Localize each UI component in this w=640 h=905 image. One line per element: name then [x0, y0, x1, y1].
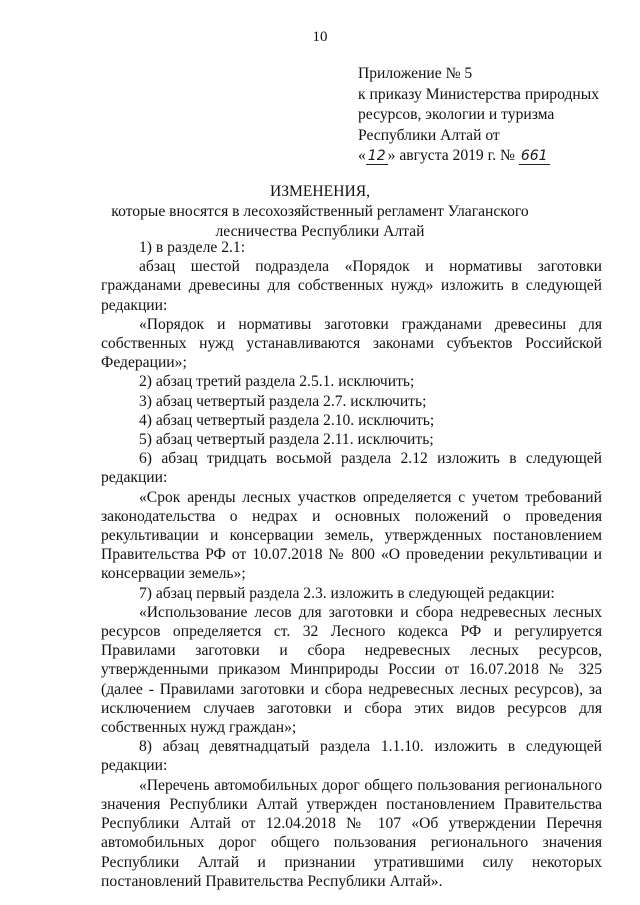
paragraph: абзац шестой подраздела «Порядок и нормативы заготовки гражданами древесины для собственных нужд» изложить в следующей редакции:: [101, 258, 602, 314]
paragraph-item-8: 8) абзац девятнадцатый раздела 1.1.10. изложить в следующей редакции:: [101, 738, 602, 775]
paragraph-item-3: 3) абзац четвертый раздела 2.7. исключить;: [139, 392, 427, 410]
page-number: 10: [312, 29, 328, 45]
appendix-republic-line: Республики Алтай от: [358, 126, 500, 144]
appendix-date-line: [358, 146, 599, 167]
paragraph-item-4: 4) абзац четвертый раздела 2.10. исключить;: [139, 411, 435, 429]
handwritten-day: 12: [367, 148, 386, 164]
paragraph-quote: «Порядок и нормативы заготовки гражданами древесины для собственных нужд устанавливаются законами субъектов Российской Федерации»;: [101, 315, 602, 372]
paragraph-item-7: 7) абзац первый раздела 2.3. изложить в следующей редакции:: [139, 584, 555, 602]
handwritten-order-number: 661: [520, 148, 548, 164]
document-subtitle: [0, 202, 640, 242]
document-title: ИЗМЕНЕНИЯ,: [269, 183, 371, 200]
paragraph-quote: «Срок аренды лесных участков определяется с учетом требований законодательства о недрах и основных положений о проведения рекультивации и консервации земель, утвержденных постановлением Правительства РФ от 10.07.2018 № 800 «О проведении рекультивации и консервации земель»;: [101, 488, 602, 583]
paragraph-quote: «Использование лесов для заготовки и сбора недревесных лесных ресурсов определяется ст. 32 Лесного кодекса РФ и регулируется Правилами заготовки и сбора недревесных лесных ресурсов, утвержденными приказом Минприроды России от 16.07.2018 № 325 (далее - Правилами заготовки и сбора недревесных лесных ресурсов), за исключением случаев заготовки и сбора этих видов ресурсов для собственных нужд граждан»;: [101, 603, 602, 737]
appendix-number: Приложение № 5: [358, 65, 473, 82]
date-month-year: » августа 2019 г. №: [387, 147, 515, 164]
paragraph-item-5: 5) абзац четвертый раздела 2.11. исключить;: [139, 431, 434, 449]
paragraph-item-1: 1) в разделе 2.1:: [139, 239, 246, 256]
appendix-header: [358, 64, 599, 167]
subtitle-line-2: лесничества Республики Алтай: [215, 223, 425, 240]
subtitle-line-1: которые вносятся в лесохозяйственный регламент Улаганского: [111, 203, 529, 220]
date-open-quote: «: [358, 147, 366, 164]
paragraph-item-2: 2) абзац третий раздела 2.5.1. исключить;: [139, 373, 415, 391]
paragraph-quote: «Перечень автомобильных дорог общего пользования регионального значения Республики Алтай утвержден постановлением Правительства Республики Алтай от 12.04.2018 № 107 «Об утверждении Перечня автомобильных дорог общего пользования регионального значения Республики Алтай и признании утратившими силу некоторых постановлений Правительства Республики Алтай».: [101, 776, 602, 890]
appendix-order-line: к приказу Министерства природных: [358, 85, 600, 103]
paragraph-item-6: 6) абзац тридцать восьмой раздела 2.12 изложить в следующей редакции:: [101, 450, 602, 487]
appendix-ministry-line: ресурсов, экологии и туризма: [358, 106, 555, 123]
document-body: [101, 238, 602, 891]
